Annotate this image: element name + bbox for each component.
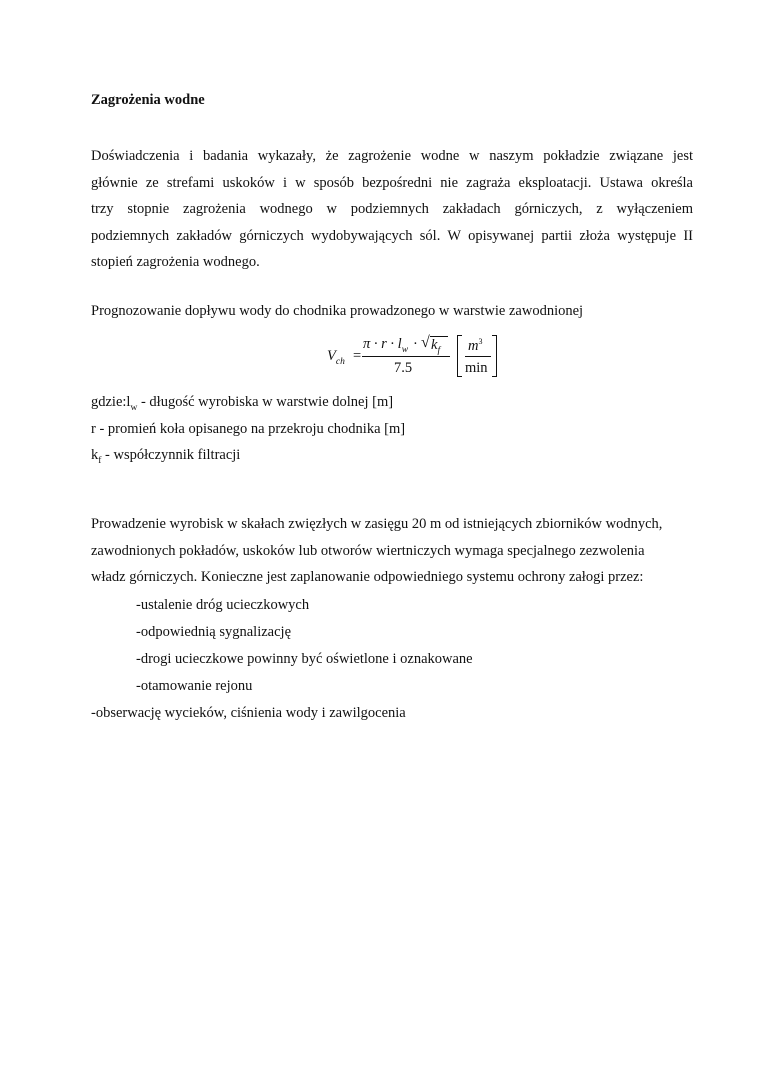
fraction-bar: [362, 356, 450, 357]
inflow-formula: [320, 332, 510, 380]
section-heading: Zagrożenia wodne: [91, 92, 205, 108]
formula-equals: =: [353, 348, 362, 364]
formula-numerator: $\pi \cdot r \cdot l_w$: [363, 336, 409, 355]
paragraph-line: głównie ze strefami uskoków i w sposób bezpośredni nie zagraża eksploatacji. Ustawa określa: [91, 174, 693, 191]
formula-denominator: 7.5: [394, 360, 413, 376]
paragraph-line: podziemnych zakładów górniczych wydobywających sól. W opisywanej partii złoża występuje II: [91, 227, 693, 244]
unit-fraction-bar: [465, 356, 491, 357]
paragraph-line: Doświadczenia i badania wykazały, że zagrożenie wodne w naszym pokładzie związane jest: [91, 148, 693, 164]
paragraph-water-hazard: [91, 147, 693, 280]
unit-numerator: $m^3$: [468, 337, 483, 354]
definition-r: r - promień koła opisanego na przekroju chodnika [m]: [91, 421, 406, 437]
measure-item-last: -obserwację wycieków, ciśnienia wody i zawilgocenia: [91, 705, 406, 721]
paragraph-line: zawodnionych pokładów, uskoków lub otworów wiertniczych wymaga specjalnego zezwolenia: [91, 542, 645, 559]
unit-bracket-left: [457, 335, 462, 377]
formula-intro: Prognozowanie dopływu wody do chodnika prowadzonego w warstwie zawodnionej: [91, 303, 584, 319]
paragraph-line: stopień zagrożenia wodnego.: [91, 254, 260, 270]
paragraph-line: trzy stopnie zagrożenia wodnego w podziemnych zakładach górniczych, z wyłączeniem: [91, 201, 693, 217]
measure-item: -ustalenie dróg ucieczkowych: [136, 597, 310, 613]
sqrt-icon: √: [421, 334, 430, 351]
paragraph-line: władz górniczych. Konieczne jest zaplanowanie odpowiedniego systemu ochrony załogi przez:: [91, 569, 644, 585]
formula-lhs: $V_{ch}$: [327, 348, 345, 367]
measure-item: -odpowiednią sygnalizację: [136, 624, 292, 640]
formula-sqrt-k: $k_f$: [431, 337, 441, 356]
paragraph-excavation: [91, 515, 696, 595]
unit-denominator: min: [465, 360, 488, 376]
measure-item: -otamowanie rejonu: [136, 678, 253, 694]
definition-lw: $gdzie:l_w$ - długość wyrobiska w warstwie dolnej [m]: [91, 394, 394, 413]
formula-dot: ·: [413, 336, 418, 352]
paragraph-line: Prowadzenie wyrobisk w skałach zwięzłych w zasięgu 20 m od istniejących zbiorników wodnych,: [91, 516, 663, 532]
definition-kf: $k_f$ - współczynnik filtracji: [91, 447, 241, 466]
unit-bracket-right: [492, 335, 497, 377]
measure-item: -drogi ucieczkowe powinny być oświetlone i oznakowane: [136, 651, 473, 667]
